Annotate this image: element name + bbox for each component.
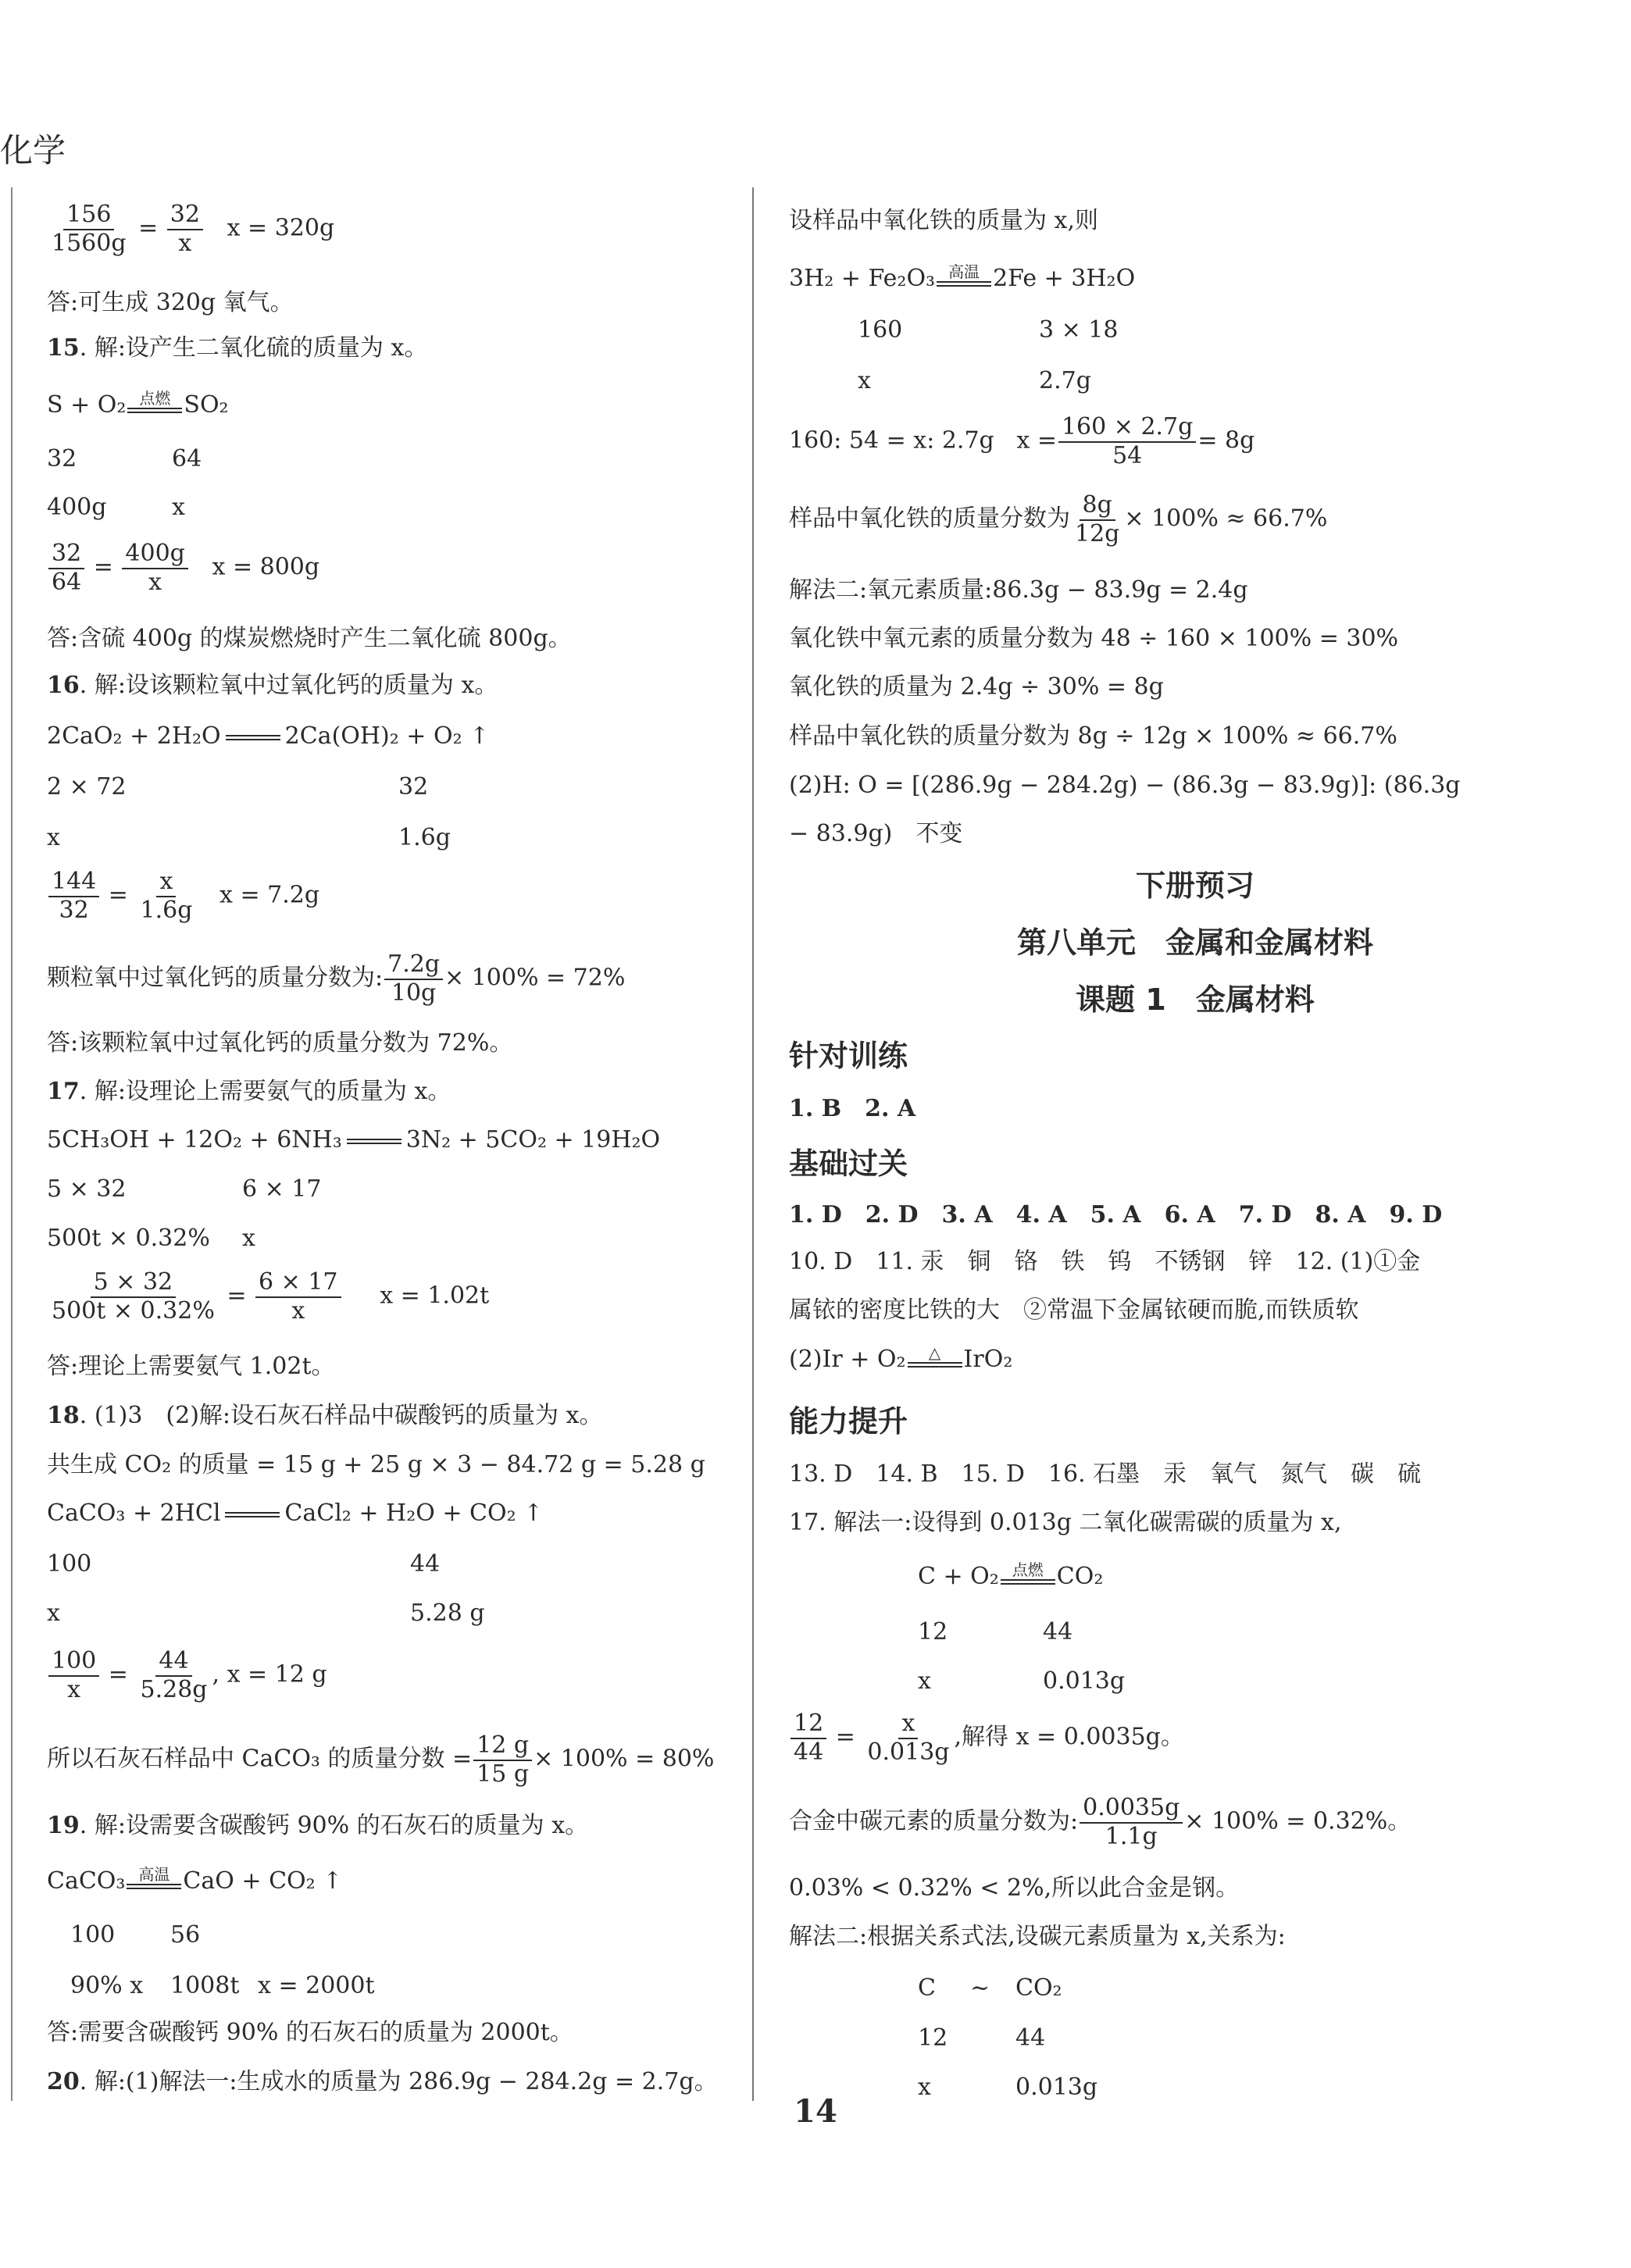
ratio-value: 32	[398, 773, 429, 801]
fraction	[1058, 414, 1196, 469]
condition: 点燃	[1012, 1560, 1044, 1579]
question-number: 17	[47, 1078, 80, 1105]
fraction	[48, 1269, 218, 1325]
fraction	[48, 868, 99, 924]
text: × 100% = 0.32%。	[1184, 1807, 1412, 1835]
numerator: 44	[155, 1648, 191, 1677]
reaction-arrow	[225, 1512, 280, 1517]
ratio-value: 64	[172, 445, 202, 472]
equation	[47, 1867, 342, 1895]
question-20	[47, 2068, 718, 2096]
eq-right: IrO₂	[963, 1346, 1013, 1373]
eq-left: S + O₂	[47, 391, 127, 419]
eq-line	[789, 414, 1254, 469]
ratio-value: 0.013g	[1043, 1667, 1126, 1695]
ratio-value: x	[918, 2074, 931, 2101]
reaction-arrow	[127, 390, 182, 419]
answer-line: 属铱的密度比铁的大 ②常温下金属铱硬而脆,而铁质软	[789, 1296, 1359, 1324]
text: × 100% = 80%	[534, 1745, 715, 1773]
ratio-value: 12	[918, 1618, 948, 1646]
denominator: 54	[1112, 441, 1143, 469]
eq-left: (2)Ir + O₂	[789, 1346, 906, 1373]
numerator: x	[898, 1710, 918, 1739]
ratio-value: 6 × 17	[242, 1175, 322, 1203]
text-line: 解法二:根据关系式法,设碳元素质量为 x,关系为:	[789, 1923, 1286, 1950]
equation	[918, 1562, 1103, 1591]
subsection-heading: 能力提升	[789, 1404, 908, 1439]
answer-line: 答:含硫 400g 的煤炭燃烧时产生二氧化硫 800g。	[47, 625, 572, 652]
equation	[789, 264, 1135, 293]
eq-left: 5CH₃OH + 12O₂ + 6NH₃	[47, 1126, 342, 1154]
ratio-value: 0.013g	[1015, 2074, 1098, 2101]
unit-title: 第八单元 金属和金属材料	[1016, 925, 1373, 960]
eq-left: 2CaO₂ + 2H₂O	[47, 722, 221, 750]
ratio-value: x	[858, 367, 871, 394]
text-line: 氧化铁中氧元素的质量分数为 48 ÷ 160 × 100% = 30%	[789, 625, 1399, 652]
eq-right: SO₂	[184, 391, 229, 419]
question-19	[47, 1812, 588, 1840]
eq-right: 3N₂ + 5CO₂ + 19H₂O	[405, 1126, 661, 1154]
column-divider	[752, 187, 754, 2101]
numerator: 12 g	[473, 1732, 532, 1761]
ratio-value: 400g	[47, 494, 107, 521]
ratio-value: 44	[1043, 1618, 1073, 1646]
answer-line: 1. B 2. A	[789, 1095, 916, 1122]
denominator: x	[67, 1675, 81, 1703]
ratio-value: 90% x	[70, 1972, 144, 1999]
percent-line	[47, 1732, 714, 1788]
text: x =	[1016, 426, 1057, 455]
denominator: 12g	[1075, 519, 1120, 547]
denominator: 1560g	[52, 229, 127, 257]
ratio-value: 160	[858, 316, 903, 344]
fraction	[791, 1710, 826, 1766]
result: = 8g	[1197, 426, 1255, 455]
condition: 高温	[138, 1865, 170, 1884]
text: 样品中氧化铁的质量分数为	[789, 505, 1070, 533]
result: x = 2000t	[258, 1972, 375, 1999]
eq-line: $\frac{12}{44}$ = $\frac{x}{0.013g}$ ,解得 x = 0.0035g。	[789, 1710, 1184, 1766]
result: x = 320g	[227, 214, 335, 242]
ratio-value: x	[918, 1667, 931, 1695]
denominator: 1.1g	[1105, 1822, 1158, 1850]
question-15	[47, 334, 427, 362]
eq-right: 2Fe + 3H₂O	[993, 265, 1136, 292]
denominator: x	[148, 568, 162, 596]
eq-line: $\frac{144}{32}$ = $\frac{x}{1.6g}$ x = 7.2g	[47, 868, 319, 924]
ratio-value: 1008t	[170, 1972, 240, 1999]
equation	[47, 1126, 660, 1154]
page-number: 14	[794, 2093, 837, 2130]
lesson-title: 课题 1 金属材料	[1076, 982, 1315, 1017]
question-text: 17. 解法一:设得到 0.013g 二氧化碳需碳的质量为 x,	[789, 1509, 1342, 1536]
question-number: 16	[47, 672, 80, 699]
equation	[47, 722, 489, 751]
ratio-value: 3 × 18	[1039, 316, 1119, 344]
relation-item: ~	[970, 1974, 990, 2002]
numerator: 100	[48, 1648, 99, 1677]
eq-right: CaCl₂ + H₂O + CO₂ ↑	[284, 1500, 544, 1527]
eq-left: C + O₂	[918, 1563, 999, 1590]
reaction-arrow	[908, 1345, 962, 1374]
result: ,解得 x = 0.0035g。	[954, 1723, 1184, 1751]
text-line: 解法二:氧元素质量:86.3g − 83.9g = 2.4g	[789, 576, 1248, 604]
denominator: 10g	[391, 979, 437, 1007]
denominator: x	[178, 229, 192, 257]
denominator: 5.28g	[140, 1675, 208, 1703]
fraction	[48, 540, 84, 596]
numerator: 8g	[1080, 492, 1115, 521]
question-text: . 解:设该颗粒氧中过氧化钙的质量为 x。	[79, 672, 498, 699]
ratio-value: 100	[47, 1550, 92, 1578]
ratio-value: x	[242, 1225, 255, 1252]
subsection-heading: 基础过关	[789, 1146, 908, 1181]
eq-right: CaO + CO₂ ↑	[183, 1867, 343, 1895]
condition: 高温	[948, 262, 980, 281]
denominator: 64	[52, 568, 82, 596]
text-line: 设样品中氧化铁的质量为 x,则	[789, 207, 1098, 234]
numerator: 144	[48, 868, 99, 897]
numerator: 400g	[122, 540, 187, 569]
ratio-value: 1.6g	[398, 824, 451, 851]
fraction	[137, 1648, 210, 1703]
numerator: 156	[63, 201, 114, 230]
fraction	[48, 201, 130, 257]
denominator: 32	[59, 896, 89, 924]
eq-right: CO₂	[1056, 1563, 1104, 1590]
equation	[789, 1345, 1012, 1374]
result: x = 7.2g	[219, 881, 320, 909]
fraction	[48, 1648, 99, 1703]
percent-line	[789, 492, 1327, 547]
denominator: 15 g	[476, 1760, 530, 1788]
fraction	[1072, 492, 1122, 547]
eq-left: CaCO₃	[47, 1867, 126, 1895]
text: 合金中碳元素的质量分数为:	[789, 1807, 1079, 1835]
ratio-value: x	[47, 824, 60, 851]
ratio-value: 500t × 0.32%	[47, 1225, 210, 1252]
eq-right: 2Ca(OH)₂ + O₂ ↑	[284, 722, 490, 750]
text-line: 样品中氧化铁的质量分数为 8g ÷ 12g × 100% ≈ 66.7%	[789, 722, 1397, 750]
calc-line: 共生成 CO₂ 的质量 = 15 g + 25 g × 3 − 84.72 g = 5.28 g	[47, 1451, 705, 1478]
eq-line: $\frac{100}{x}$ = $\frac{44}{5.28g}$ , x = 12 g	[47, 1648, 327, 1703]
question-number: 15	[47, 334, 80, 362]
text-line: − 83.9g) 不变	[789, 820, 963, 847]
answer-line: 答:需要含碳酸钙 90% 的石灰石的质量为 2000t。	[47, 2019, 573, 2046]
numerator: x	[156, 868, 176, 897]
subsection-heading: 针对训练	[789, 1039, 908, 1073]
ratio-value: 44	[1015, 2024, 1046, 2052]
fraction	[1080, 1795, 1183, 1850]
fraction	[864, 1710, 952, 1766]
section-title: 下册预习	[1135, 868, 1254, 903]
question-text: . 解:(1)解法一:生成水的质量为 286.9g − 284.2g = 2.7g。	[79, 2068, 718, 2095]
ratio-value: 32	[47, 445, 77, 472]
question-number: 20	[47, 2068, 80, 2095]
reaction-arrow	[226, 735, 280, 740]
reaction-arrow	[1001, 1562, 1055, 1591]
text: 160: 54 = x: 2.7g	[789, 426, 994, 455]
question-text: . 解:设需要含碳酸钙 90% 的石灰石的质量为 x。	[79, 1812, 589, 1839]
ratio-value: x	[172, 494, 185, 521]
result: x = 800g	[212, 553, 320, 581]
text-line: 氧化铁的质量为 2.4g ÷ 30% = 8g	[789, 673, 1164, 701]
reaction-arrow	[937, 264, 991, 293]
ratio-value: 5 × 32	[47, 1175, 127, 1203]
numerator: 32	[48, 540, 84, 569]
question-text: . 解:设理论上需要氨气的质量为 x。	[79, 1078, 451, 1105]
eq-line: $\frac{156}{1560g}$ = $\frac{32}{x}$ x = 320g	[47, 201, 334, 257]
fraction	[137, 868, 195, 924]
eq-line: $\frac{5 \times 32}{500t \times 0.32\%}$ = $\frac{6 \times 17}{x}$ x = 1.02t	[47, 1269, 489, 1325]
question-16	[47, 672, 498, 700]
ratio-value: 2.7g	[1039, 367, 1091, 394]
answer-line: 答:理论上需要氨气 1.02t。	[47, 1353, 335, 1380]
percent-line	[789, 1795, 1411, 1850]
condition: △	[928, 1343, 941, 1362]
question-number: 18	[47, 1402, 80, 1429]
text: × 100% = 72%	[444, 964, 626, 992]
ratio-value: 56	[170, 1921, 201, 1949]
numerator: 0.0035g	[1080, 1795, 1183, 1824]
left-margin-rule	[11, 187, 12, 2101]
relation-item: C	[918, 1974, 936, 2002]
question-text: . (1)3 (2)解:设石灰石样品中碳酸钙的质量为 x。	[79, 1402, 603, 1429]
denominator: 0.013g	[867, 1738, 950, 1766]
text: 颗粒氧中过氧化钙的质量分数为:	[47, 964, 384, 992]
eq-line: $\frac{32}{64}$ = $\frac{400g}{x}$ x = 800g	[47, 540, 319, 596]
ratio-value: 44	[410, 1550, 441, 1578]
percent-line	[47, 951, 625, 1007]
question-18	[47, 1402, 602, 1430]
ratio-value: 100	[70, 1921, 116, 1949]
fraction	[122, 540, 187, 596]
question-number: 19	[47, 1812, 80, 1839]
equation	[47, 1500, 543, 1528]
denominator: 500t × 0.32%	[52, 1296, 215, 1325]
numerator: 5 × 32	[91, 1269, 176, 1298]
answer-line: 10. D 11. 汞 铜 铬 铁 钨 不锈钢 锌 12. (1)①金	[789, 1248, 1421, 1275]
fraction	[473, 1732, 532, 1788]
result: , x = 12 g	[212, 1660, 327, 1689]
numerator: 7.2g	[384, 951, 443, 980]
fraction	[384, 951, 443, 1007]
text-line: (2)H: O = [(286.9g − 284.2g) − (86.3g − 83.9g)]: (86.3g	[789, 772, 1461, 799]
condition: 点燃	[139, 389, 171, 408]
ratio-value: 12	[918, 2024, 948, 2052]
relation-item: CO₂	[1015, 1974, 1062, 2002]
denominator: 44	[794, 1738, 824, 1766]
numerator: 12	[791, 1710, 826, 1739]
numerator: 32	[167, 201, 203, 230]
answer-line: 13. D 14. B 15. D 16. 石墨 汞 氧气 氮气 碳 硫	[789, 1460, 1422, 1488]
eq-left: 3H₂ + Fe₂O₃	[789, 265, 936, 292]
answer-line: 答:该颗粒氧中过氧化钙的质量分数为 72%。	[47, 1029, 513, 1057]
denominator: 1.6g	[140, 896, 193, 924]
page-header: 化学	[0, 131, 66, 169]
text: × 100% ≈ 66.7%	[1124, 505, 1328, 533]
fraction	[167, 201, 203, 257]
text-line: 0.03% < 0.32% < 2%,所以此合金是钢。	[789, 1874, 1240, 1902]
question-17	[47, 1078, 451, 1106]
result: x = 1.02t	[380, 1282, 490, 1310]
numerator: 160 × 2.7g	[1058, 414, 1196, 443]
text: 所以石灰石样品中 CaCO₃ 的质量分数 =	[47, 1745, 473, 1773]
equation	[47, 390, 229, 419]
answer-line: 1. D 2. D 3. A 4. A 5. A 6. A 7. D 8. A 9. D	[789, 1201, 1443, 1228]
fraction	[255, 1269, 341, 1325]
eq-left: CaCO₃ + 2HCl	[47, 1500, 221, 1527]
numerator: 6 × 17	[255, 1269, 341, 1298]
reaction-arrow	[127, 1867, 181, 1895]
ratio-value: x	[47, 1599, 60, 1627]
answer-line: 答:可生成 320g 氧气。	[47, 289, 294, 316]
ratio-value: 5.28 g	[410, 1599, 485, 1627]
ratio-value: 2 × 72	[47, 773, 127, 801]
denominator: x	[291, 1296, 305, 1325]
reaction-arrow	[347, 1139, 402, 1144]
question-text: . 解:设产生二氧化硫的质量为 x。	[79, 334, 428, 362]
